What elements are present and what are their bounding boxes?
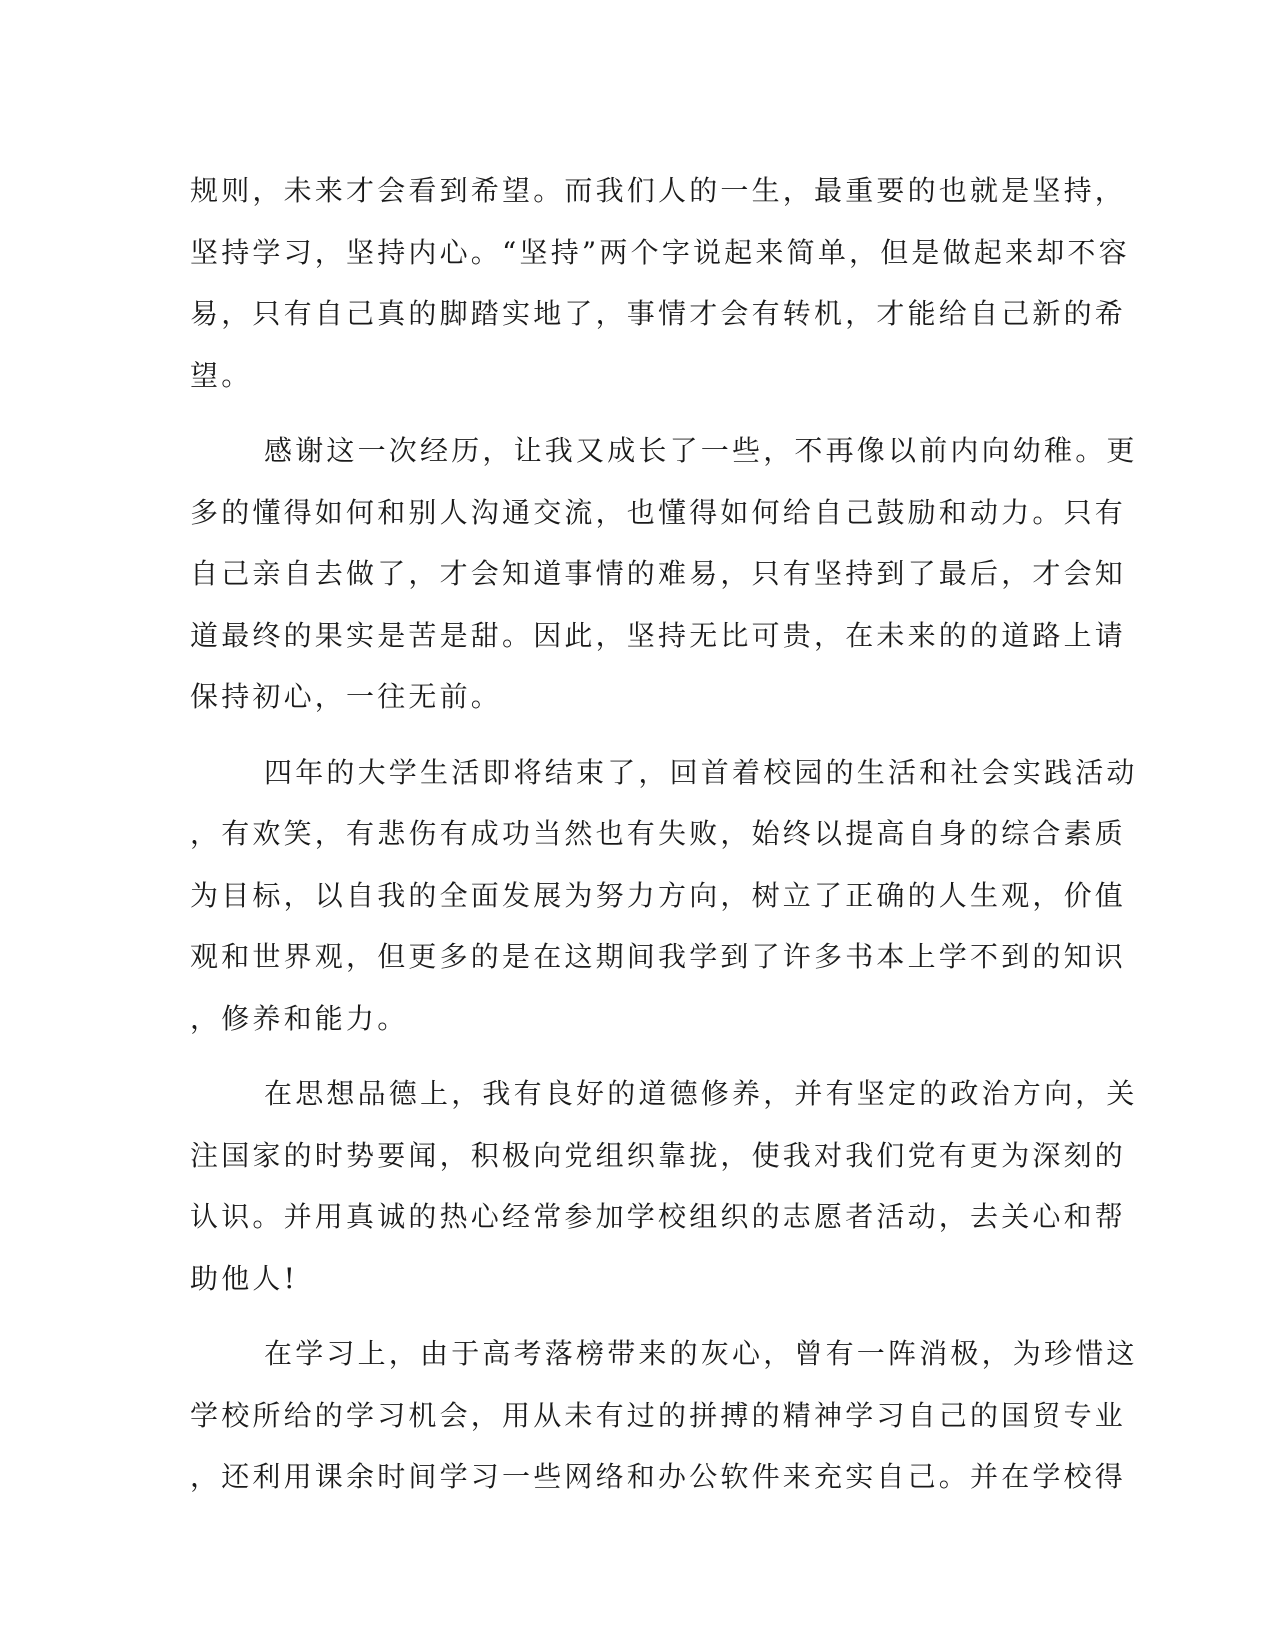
text-line: 在思想品德上，我有良好的道德修养，并有坚定的政治方向，关: [264, 1077, 1138, 1110]
paragraph: [190, 742, 1138, 1050]
text-line: 认识。并用真诚的热心经常参加学校组织的志愿者活动，去关心和帮: [190, 1200, 1127, 1233]
text-line: 观和世界观，但更多的是在这期间我学到了许多书本上学不到的知识: [190, 940, 1127, 973]
text-line: ，有欢笑，有悲伤有成功当然也有失败，始终以提高自身的综合素质: [190, 817, 1127, 850]
text-line: 助他人!: [190, 1261, 299, 1295]
text-line: 为目标，以自我的全面发展为努力方向，树立了正确的人生观，价值: [190, 878, 1127, 912]
text-line: 感谢这一次经历，让我又成长了一些，不再像以前内向幼稚。更: [264, 434, 1138, 467]
text-line: 学校所给的学习机会，用从未有过的拼搏的精神学习自己的国贸专业: [190, 1398, 1127, 1432]
paragraph: [190, 1323, 1138, 1508]
text-line: 在学习上，由于高考落榜带来的灰心，曾有一阵消极，为珍惜这: [264, 1337, 1138, 1370]
paragraph: [190, 160, 1130, 406]
document-body: [190, 160, 1138, 1522]
paragraph: [190, 1063, 1138, 1309]
text-line: 保持初心，一往无前。: [190, 680, 503, 713]
paragraph: [190, 420, 1138, 728]
text-line: 望。: [190, 358, 253, 392]
text-line: 规则，未来才会看到希望。而我们人的一生，最重要的也就是坚持，: [190, 174, 1127, 207]
text-line: 多的懂得如何和别人沟通交流，也懂得如何给自己鼓励和动力。只有: [190, 495, 1127, 529]
text-line: ，修养和能力。: [190, 1001, 409, 1035]
text-line: ，还利用课余时间学习一些网络和办公软件来充实自己。并在学校得: [190, 1460, 1127, 1493]
text-line: 自己亲自去做了，才会知道事情的难易，只有坚持到了最后，才会知: [190, 557, 1127, 590]
text-line: 易，只有自己真的脚踏实地了，事情才会有转机，才能给自己新的希: [190, 297, 1127, 330]
text-line: 道最终的果实是苦是甜。因此，坚持无比可贵，在未来的的道路上请: [190, 618, 1127, 652]
text-line: 注国家的时势要闻，积极向党组织靠拢，使我对我们党有更为深刻的: [190, 1138, 1127, 1172]
text-line: 坚持学习，坚持内心。“坚持”两个字说起来简单，但是做起来却不容: [190, 235, 1130, 269]
text-line: 四年的大学生活即将结束了，回首着校园的生活和社会实践活动: [264, 755, 1138, 789]
